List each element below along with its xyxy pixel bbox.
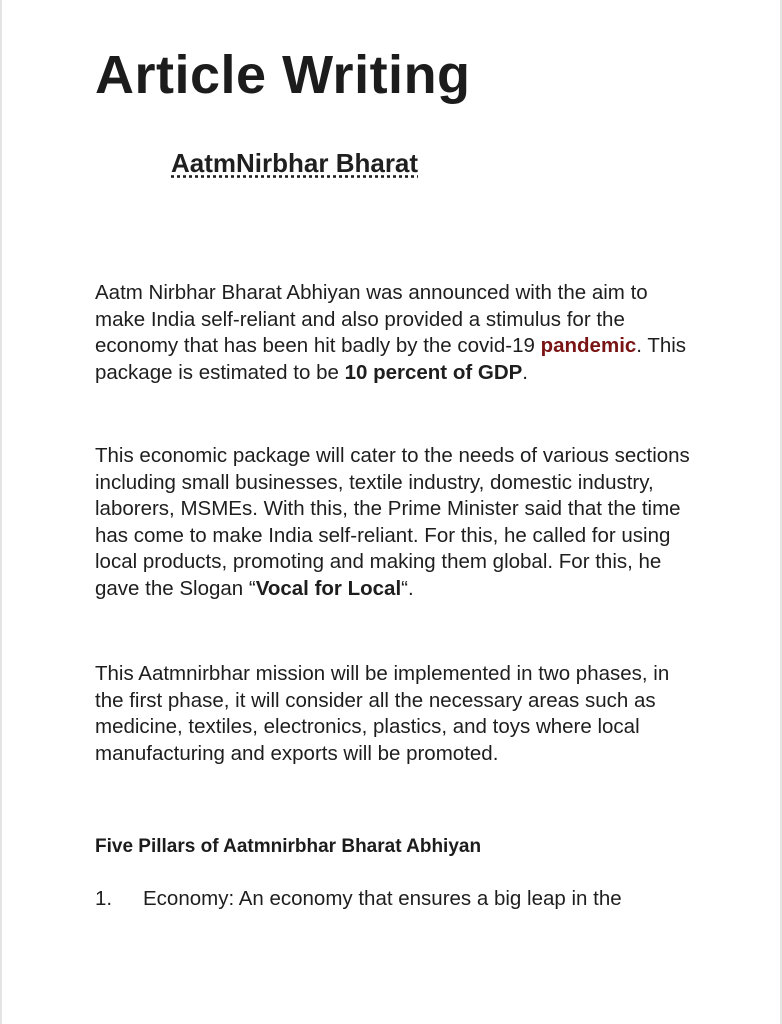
paragraph-package-text-2: “. xyxy=(401,576,414,600)
bold-gdp: 10 percent of GDP xyxy=(344,360,523,384)
paragraph-package xyxy=(95,443,695,602)
paragraph-package-text: This economic package will cater to the needs of various sections including small businesses, textile industry, domestic industry, laborers, MSMEs. With this, the Prime Minister said that the time has come to make India self-reliant. For this, he called for using local products, promoting and making them global. For this, he gave the Slogan “ xyxy=(95,444,690,600)
document-subtitle: AatmNirbhar Bharat xyxy=(171,148,419,178)
list-item-text: Economy: An economy that ensures a big leap in the xyxy=(143,887,622,910)
section-heading: Five Pillars of Aatmnirbhar Bharat Abhiyan xyxy=(95,836,482,857)
paragraph-intro-text-3: . xyxy=(522,360,528,384)
bold-slogan: Vocal for Local xyxy=(255,576,402,600)
paragraph-intro-text-2: . This package is estimated to be xyxy=(95,334,687,384)
paragraph-mission: This Aatmnirbhar mission will be implemented in two phases, in the first phase, it will consider all the necessary areas such as medicine, textiles, electronics, plastics, and toys where local manufacturing and exports will be promoted. xyxy=(95,662,670,765)
highlight-pandemic: pandemic xyxy=(540,334,637,357)
page-edge-left xyxy=(0,0,2,1024)
list-item xyxy=(95,886,695,913)
paragraph-intro-text: Aatm Nirbhar Bharat Abhiyan was announced with the aim to make India self-reliant and also provided a stimulus for the economy that has been hit badly by the covid-19 xyxy=(95,281,648,357)
list-item-number: 1. xyxy=(95,887,113,910)
paragraph-intro xyxy=(95,280,695,386)
document-title: Article Writing xyxy=(95,45,471,105)
